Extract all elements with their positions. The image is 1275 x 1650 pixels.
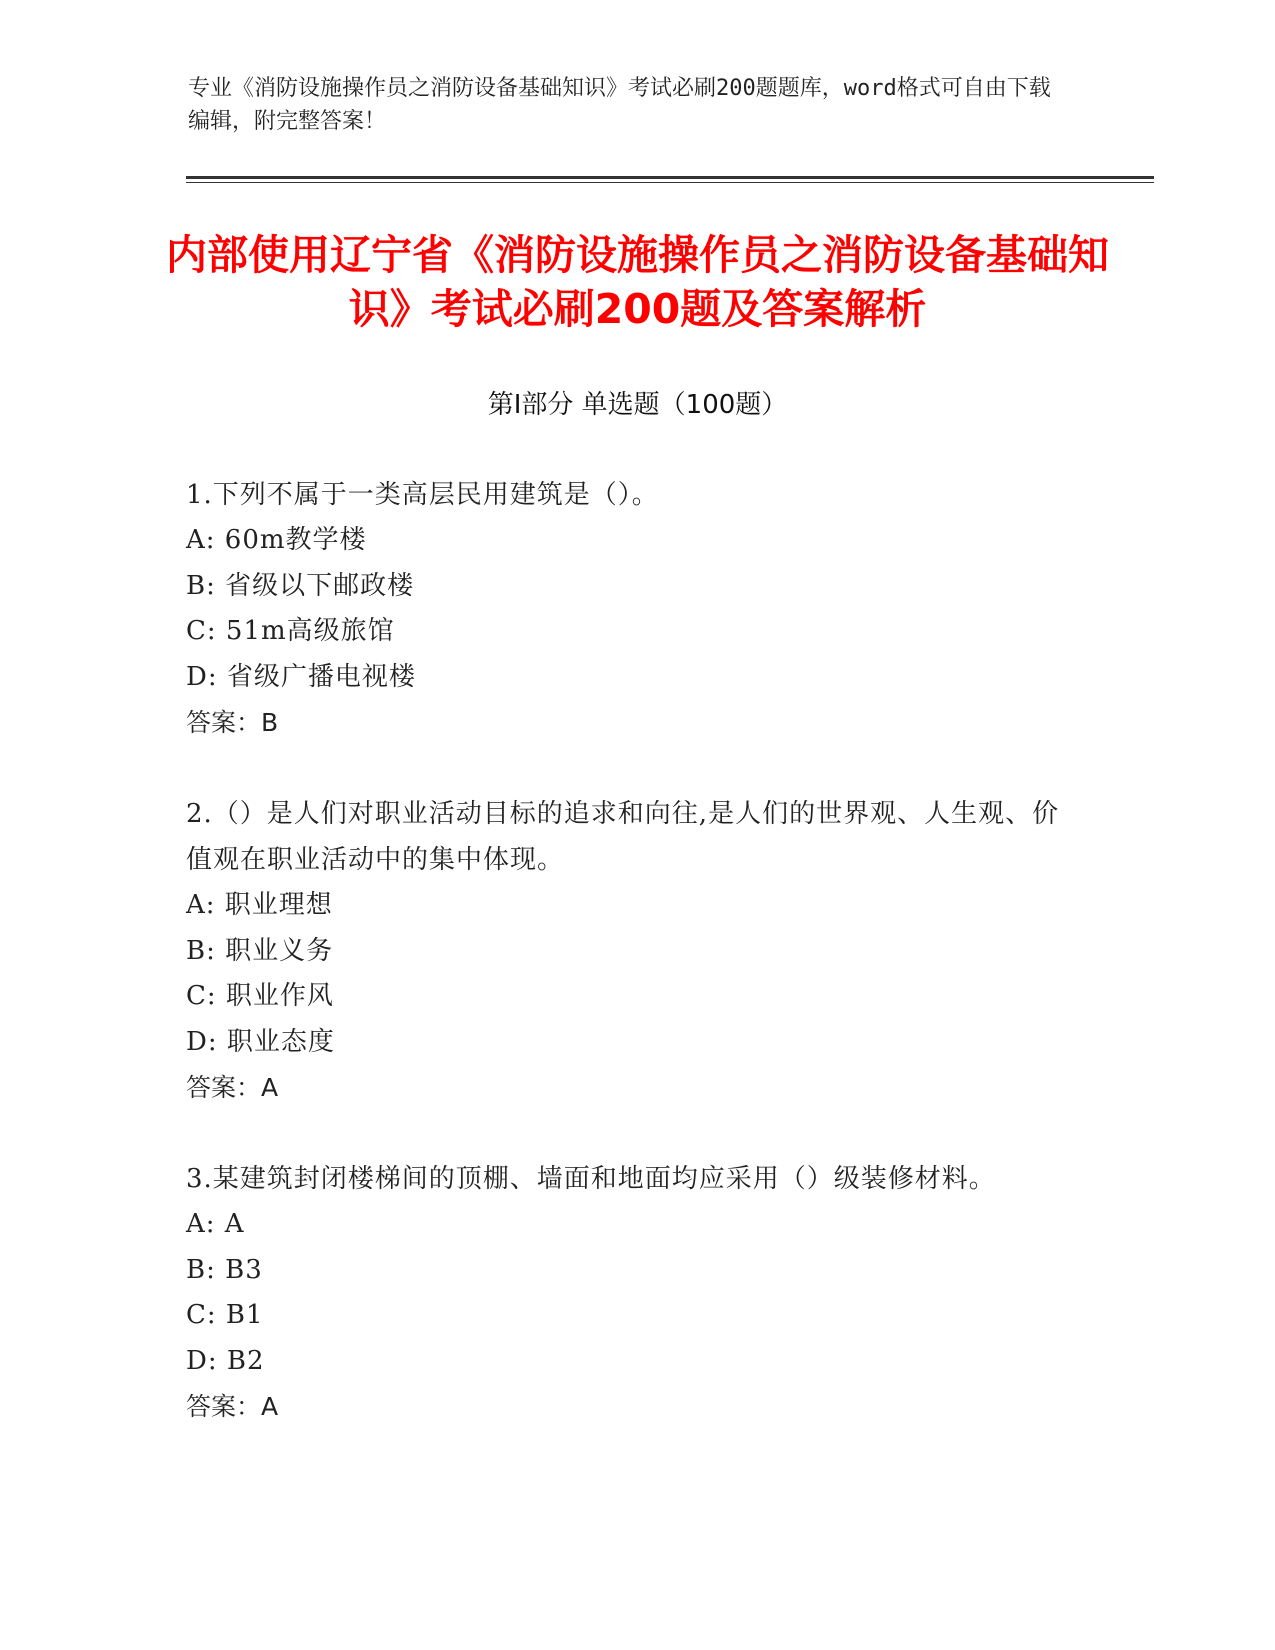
question-3 xyxy=(186,1156,1086,1430)
answer: 答案：A xyxy=(186,1073,279,1102)
question-2 xyxy=(186,791,1086,1111)
header-divider-thick xyxy=(186,176,1154,179)
question-stem: 1.下列不属于一类高层民用建筑是（）。 xyxy=(186,480,659,510)
question-list xyxy=(186,472,1086,1475)
section-title: 第I部分 单选题（100题） xyxy=(487,390,788,420)
document-title: 内部使用辽宁省《消防设施操作员之消防设备基础知识》考试必刷200题及答案解析 xyxy=(166,231,1109,333)
header-note: 专业《消防设施操作员之消防设备基础知识》考试必刷200题题库，word格式可自由下载编辑，附完整答案！ xyxy=(188,76,1051,134)
option-b: B: 职业义务 xyxy=(186,935,334,966)
option-a: A: 职业理想 xyxy=(186,890,333,920)
option-b: B: 省级以下邮政楼 xyxy=(186,570,415,601)
option-a: A: 60m教学楼 xyxy=(186,525,367,555)
option-d: D: 省级广播电视楼 xyxy=(186,661,416,692)
option-c: C: 职业作风 xyxy=(186,981,334,1011)
option-c: C: B1 xyxy=(186,1300,264,1330)
option-b: B: B3 xyxy=(186,1254,263,1285)
question-stem: 3.某建筑封闭楼梯间的顶棚、墙面和地面均应采用（）级装修材料。 xyxy=(186,1164,996,1194)
question-1 xyxy=(186,472,1086,746)
answer: 答案：A xyxy=(186,1392,279,1421)
answer: 答案：B xyxy=(186,708,279,737)
question-stem: 2.（）是人们对职业活动目标的追求和向往,是人们的世界观、人生观、价值观在职业活动中的集中体现。 xyxy=(186,799,1060,875)
option-d: D: B2 xyxy=(186,1345,265,1376)
option-c: C: 51m高级旅馆 xyxy=(186,616,395,646)
option-d: D: 职业态度 xyxy=(186,1026,335,1057)
header-divider-thin xyxy=(186,182,1154,183)
option-a: A: A xyxy=(186,1209,245,1239)
